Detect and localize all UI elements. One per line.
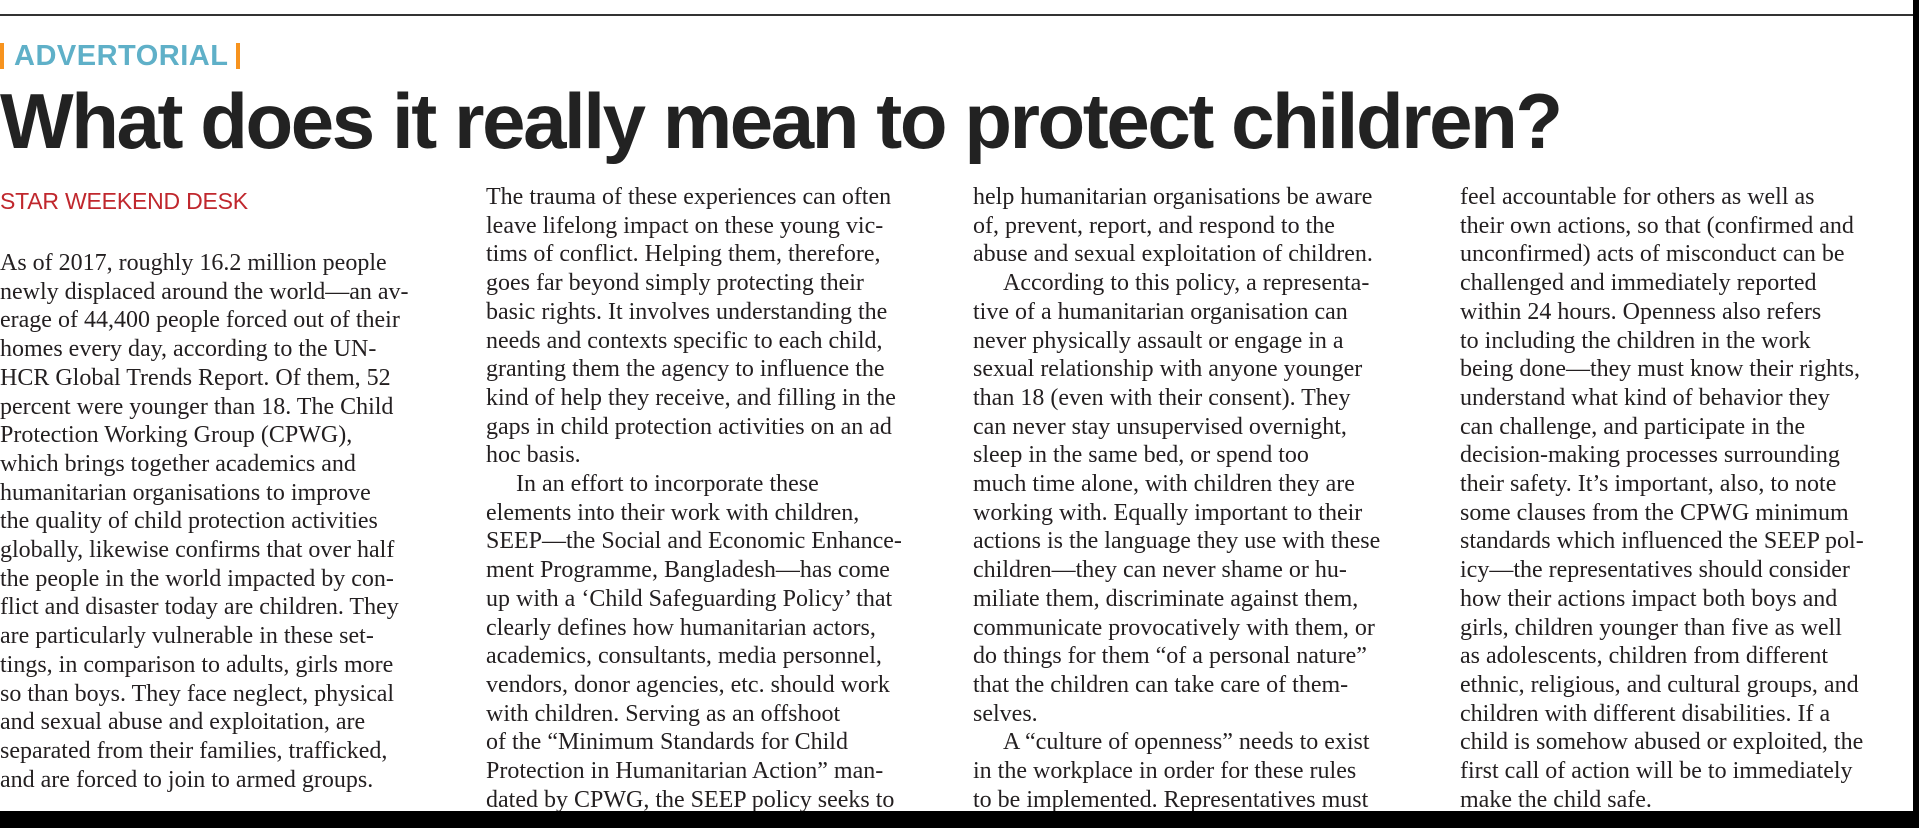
paragraph: feel accountable for others as well as their own actions, so that (confirmed and unconfirmed) acts of misconduct can be challenged and immediately reported within 24 hours. Openness also refers to including the children in the work being done—they must know their rights, understand what kind of behavior they can challenge, and participate in the decision-making processes surrounding their safety. It’s important, also, to note some clauses from the CPWG minimum standards which influenced the SEEP pol- icy—the representatives should consider how their actions impact both boys and girls, children younger than five as well as adolescents, children from different ethnic, religious, and cultural groups, and children with different disabilities. If a child is somehow abused or exploited, the first call of action will be to immediately make the child safe.: [1460, 184, 1864, 811]
article-column-2: [486, 183, 951, 811]
article-headline: What does it really mean to protect children?: [0, 77, 1561, 165]
paragraph: According to this policy, a representa- tive of a humanitarian organisation can never physically assault or engage in a sexual relationship with anyone younger than 18 (even with their consent). They can never stay unsupervised overnight, sleep in the same bed, or spend too much time alone, with children they are working with. Equally important to their actions is the language they use with these children—they can never shame or hu- miliate them, discriminate against them, communicate provocatively with them, or do things for them “of a personal nature” that the children can take care of them- selves.: [973, 270, 1381, 727]
kicker-bar-right: [236, 43, 240, 69]
section-kicker: [0, 38, 240, 74]
kicker-label: ADVERTORIAL: [14, 39, 229, 72]
kicker-bar-left: [0, 43, 4, 69]
article-column-3: [973, 183, 1438, 811]
paragraph: The trauma of these experiences can often leave lifelong impact on these young vic- tims of conflict. Helping them, therefore, goes far beyond simply protecting their basic rights. It involves understanding the needs and contexts specific to each child, granting them the agency to influence the kind of help they receive, and filling in the gaps in child protection activities on an ad hoc basis.: [486, 184, 896, 469]
paragraph: help humanitarian organisations be aware of, prevent, report, and respond to the abuse and sexual exploitation of children.: [973, 184, 1373, 268]
top-divider: [0, 14, 1913, 16]
article-column-4: [1460, 183, 1913, 811]
paragraph: As of 2017, roughly 16.2 million people newly displaced around the world—an av- erage of 44,400 people forced out of their homes every day, according to the UN- HCR Global Trends Report. Of them, 52 percent were younger than 18. The Child Protection Working Group (CPWG), which brings together academics and humanitarian organisations to improve the quality of child protection activities globally, likewise confirms that over half the people in the world impacted by con- flict and disaster today are children. They are particularly vulnerable in these set- tings, in comparison to adults, girls more so than boys. They face neglect, physical and sexual abuse and exploitation, are separated from their families, trafficked, and are forced to join to armed groups.: [0, 250, 409, 793]
article-column-1: [0, 249, 450, 794]
paragraph: In an effort to incorporate these elements into their work with children, SEEP—the Social and Economic Enhance- ment Programme, Bangladesh—has come up with a ‘Child Safeguarding Policy’ that clearly defines how humanitarian actors, academics, consultants, media personnel, vendors, donor agencies, etc. should work with children. Serving as an offshoot of the “Minimum Standards for Child Protection in Humanitarian Action” man- dated by CPWG, the SEEP policy seeks to: [486, 471, 902, 811]
byline: STAR WEEKEND DESK: [0, 188, 248, 214]
paragraph: A “culture of openness” needs to exist in the workplace in order for these rules to be implemented. Representatives must: [973, 729, 1370, 811]
